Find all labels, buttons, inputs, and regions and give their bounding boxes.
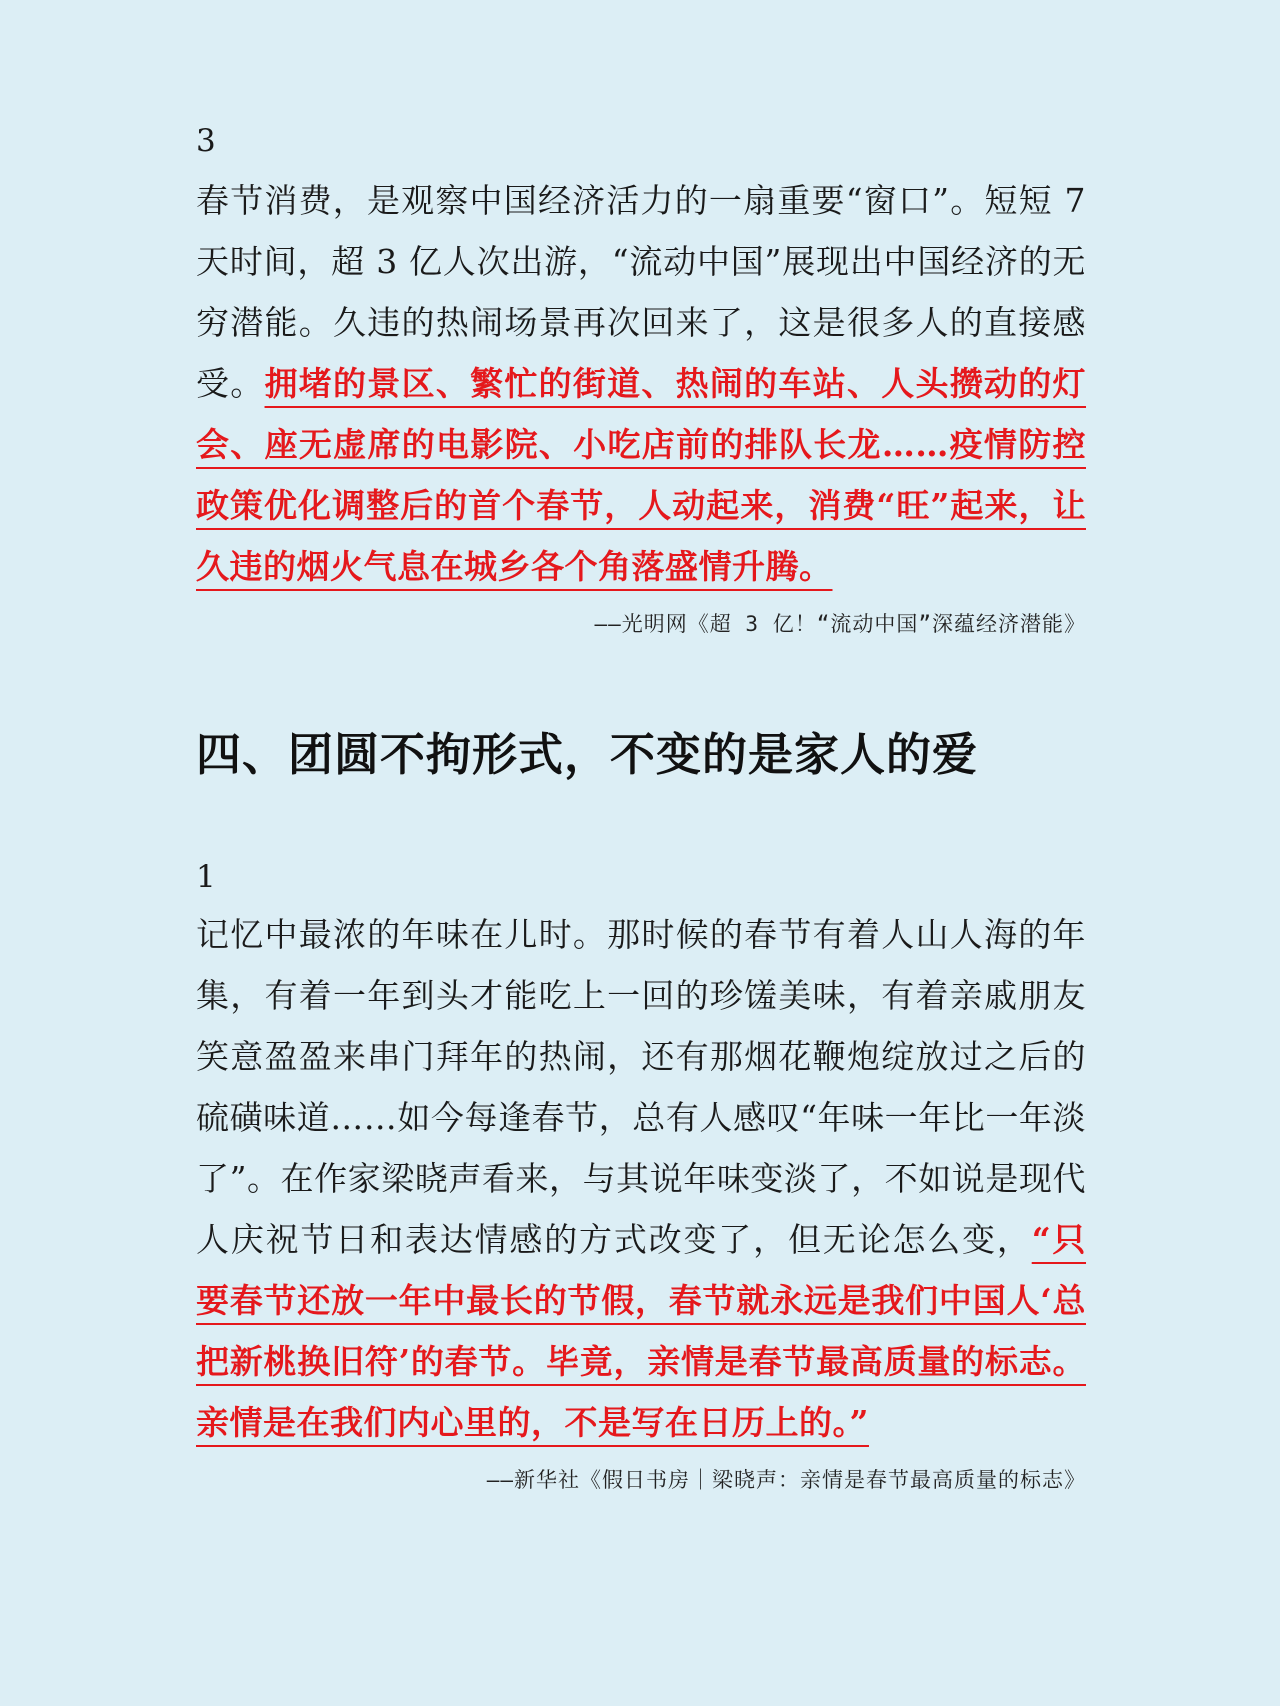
source-citation: ——光明网《超 3 亿！“流动中国”深蕴经济潜能》	[594, 612, 1086, 636]
section-heading: 四、团圆不拘形式，不变的是家人的爱	[196, 728, 979, 781]
highlighted-quote: 拥堵的景区、繁忙的街道、热闹的车站、人头攒动的灯会、座无虚席的电影院、小吃店前的排队长龙……疫情防控政策优化调整后的首个春节，人动起来，消费“旺”起来，让久违的烟火气息在城乡各个角落盛情升腾。	[196, 364, 1087, 586]
section-number: 1	[196, 859, 216, 895]
highlighted-quote: “只要春节还放一年中最长的节假，春节就永远是我们中国人‘总把新桃换旧符’的春节。毕竟，亲情是春节最高质量的标志。亲情是在我们内心里的，不是写在日历上的。”	[196, 1220, 1087, 1442]
paragraph	[196, 170, 1086, 597]
source-citation: ——新华社《假日书房｜梁晓声：亲情是春节最高质量的标志》	[486, 1468, 1086, 1492]
paragraph-text: 春节消费，是观察中国经济活力的一扇重要“窗口”。短短 7 天时间，超 3 亿人次出游，“流动中国”展现出中国经济的无穷潜能。久违的热闹场景再次回来了，这是很多人的直接感受。	[196, 181, 1086, 403]
paragraph-text: 记忆中最浓的年味在儿时。那时候的春节有着人山人海的年集，有着一年到头才能吃上一回的珍馐美味，有着亲戚朋友笑意盈盈来串门拜年的热闹，还有那烟花鞭炮绽放过之后的硫磺味道……如今每逢春节，总有人感叹“年味一年比一年淡了”。在作家梁晓声看来，与其说年味变淡了，不如说是现代人庆祝节日和表达情感的方式改变了，但无论怎么变，	[196, 915, 1086, 1259]
paragraph	[196, 904, 1086, 1453]
section-number: 3	[196, 123, 216, 159]
